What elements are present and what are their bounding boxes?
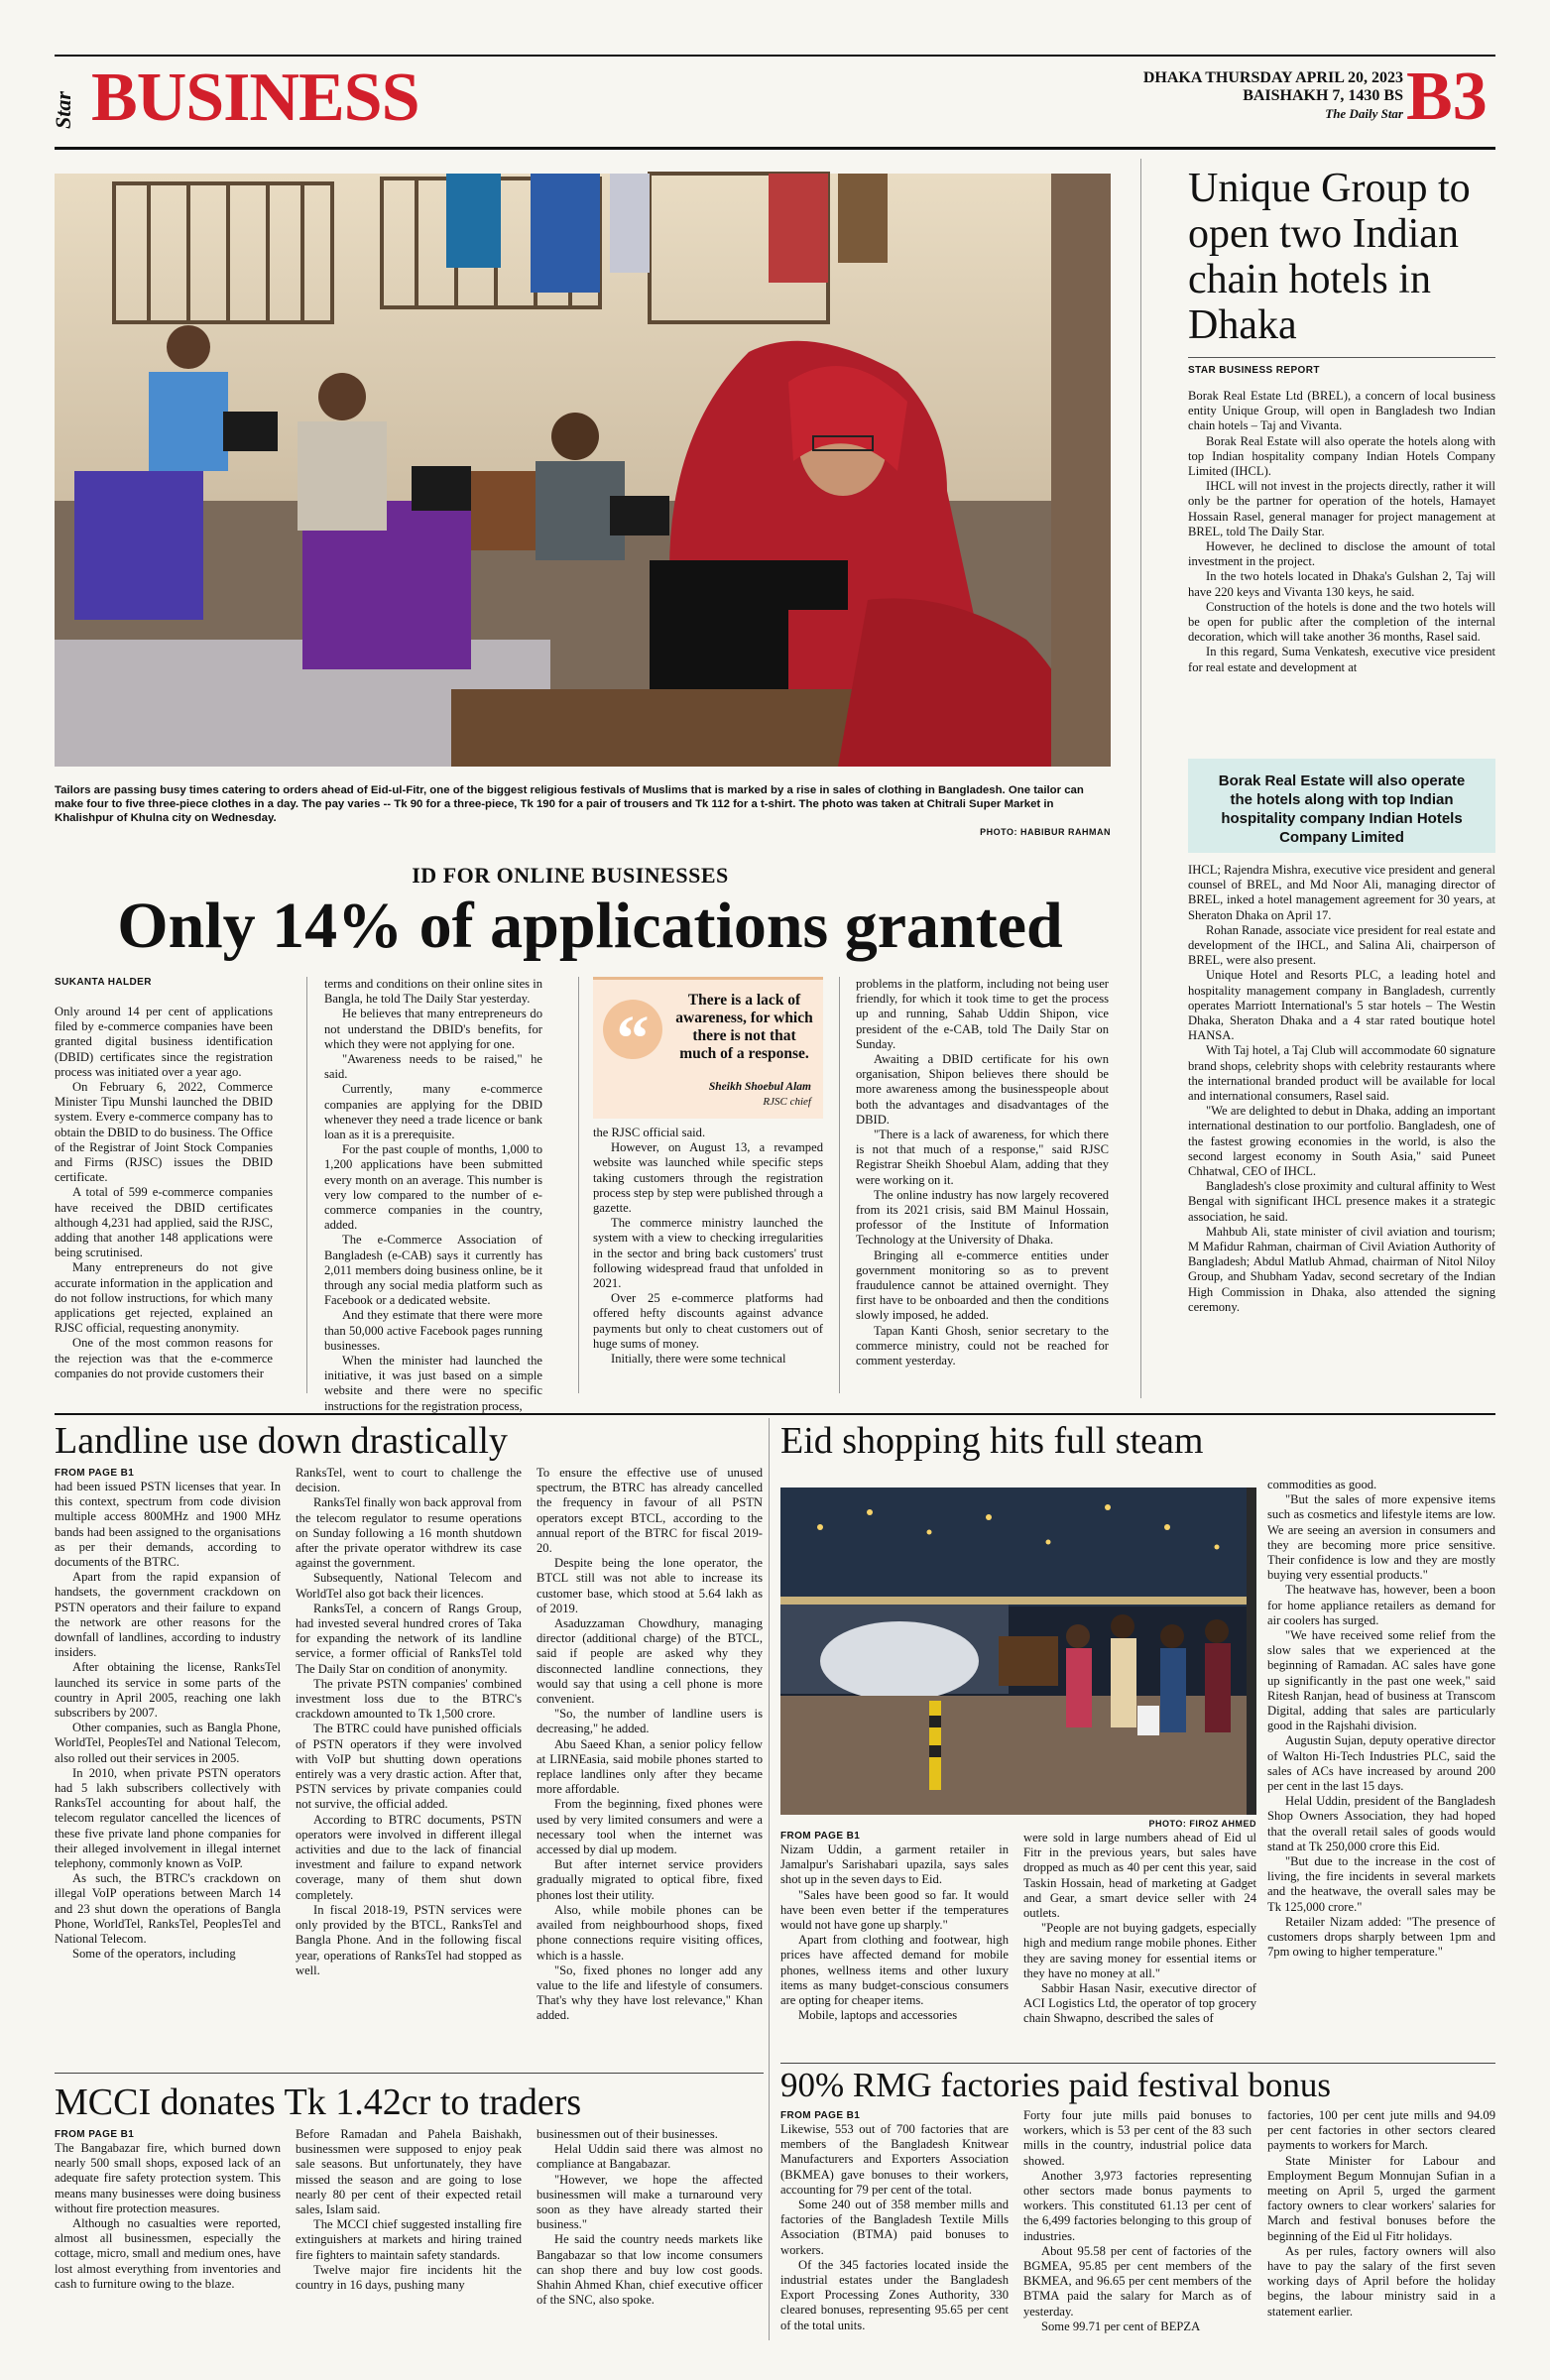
paragraph: "Sales have been good so far. It would have been even better if the temperatures would not have gone up sharply." — [780, 1887, 1009, 1933]
paragraph: To ensure the effective use of unused spectrum, the BTRC has already cancelled the frequency in favour of all PSTN operators except BTCL, according to the annual report of the BTRC for fiscal 2019-20. — [537, 1466, 763, 1556]
paragraph: Tapan Kanti Ghosh, senior secretary to the commerce ministry, could not be reached for comment yesterday. — [856, 1323, 1109, 1368]
column-divider — [306, 977, 307, 1393]
rmg-col1 — [780, 2122, 1009, 2332]
unique-group-pullquote-box — [1188, 759, 1495, 853]
top-rule — [55, 55, 1495, 57]
paragraph: commodities as good. — [1267, 1478, 1377, 1491]
paragraph: Retailer Nizam added: "The presence of customers drops sharply between 1pm and 7pm owing to higher temperature." — [1267, 1914, 1495, 1960]
paragraph: However, on August 13, a revamped website was launched while specific steps taking customers through the registration process step by step were published through a gazette. — [593, 1140, 823, 1216]
paragraph: Initially, there were some technical — [611, 1352, 786, 1367]
bangla-date-line: BAISHAKH 7, 1430 BS — [1243, 87, 1403, 104]
paragraph: In this regard, Suma Venkatesh, executive vice president for real estate and development at — [1188, 645, 1495, 674]
paragraph: The MCCI chief suggested installing fire extinguishers at markets and hiring trained fire fighters to maintain safety standards. — [296, 2217, 522, 2262]
paragraph: "So, the number of landline users is decreasing," he added. — [537, 1707, 763, 1736]
paragraph: Bringing all e-commerce entities under government monitoring so as to prevent fraudulence cannot be attained overnight. They first have to be onboarded and then the conditions slowly imposed, he added. — [856, 1248, 1109, 1323]
column-divider — [769, 1418, 770, 2340]
paragraph: Abu Saeed Khan, a senior policy fellow at LIRNEasia, said mobile phones started to replace landlines only after they became more affordable. — [537, 1736, 763, 1797]
paragraph: RanksTel, went to court to challenge the decision. — [296, 1466, 522, 1495]
paragraph: Some 99.71 per cent of BEPZA — [1041, 2319, 1201, 2333]
quote-text: There is a lack of awareness, for which there is not that much of a response. — [675, 992, 813, 1062]
paragraph: On February 6, 2022, Commerce Minister Tipu Munshi launched the DBID system. Every e-commerce company has to obtain the DBID to do business. The Office of the Registrar of Joint Stock Companies and Firms (RJSC) issues the DBID certificate. — [55, 1080, 273, 1185]
eid-col3 — [1267, 1478, 1495, 2055]
paragraph: Twelve major fire incidents hit the country in 16 days, pushing many — [296, 2262, 522, 2293]
paragraph: Borak Real Estate will also operate the hotels along with top Indian hospitality company Indian Hotels Company Limited (IHCL). — [1188, 433, 1495, 479]
unique-group-body-a — [1188, 389, 1495, 756]
paragraph: The heatwave has, however, been a boon for home appliance retailers as demand for air coolers has surged. — [1267, 1583, 1495, 1627]
paragraph: The private PSTN companies' combined investment loss due to the BTRC's crackdown amounted to Tk 1,500 crore. — [296, 1676, 522, 1722]
paragraph: Although no casualties were reported, almost all businessmen, especially the cottage, micro, small and medium ones, have lost almost everything from inventories and cash to furniture owing to the blaze. — [55, 2216, 281, 2291]
paragraph: RanksTel finally won back approval from the telecom regulator to resume operations on Sunday following a 16 month shutdown after the private operator withdrew its case against the government. — [296, 1495, 523, 1571]
paragraph: And they estimate that there were more than 50,000 active Facebook pages running businesses. — [324, 1308, 542, 1353]
id-online-quote-box — [593, 977, 823, 1119]
paragraph: Mahbub Ali, state minister of civil aviation and tourism; M Mafidur Rahman, chairman of Civil Aviation Authority of Bangladesh; Abdul Matlub Ahmad, chairman of Nitol Niloy Group, and Shubham Yadav, second secretary of the Indian High Commission in Dhaka, also attended the signing ceremony. — [1188, 1224, 1495, 1314]
mcci-headline: MCCI donates Tk 1.42cr to traders — [55, 2082, 582, 2123]
paragraph: IHCL will not invest in the projects directly, rather it will only be the partner for operation of the hotels, Hamayet Hossain Rasel, general manager for project management at BREL, told The Daily Star. — [1188, 479, 1495, 538]
date-block — [1031, 69, 1403, 123]
eid-photo-credit: PHOTO: FIROZ AHMED — [1148, 1819, 1256, 1829]
landline-col1 — [55, 1480, 281, 2055]
paragraph: RanksTel, a concern of Rangs Group, had invested several hundred crores of Taka for expanding the network of its landline service, a former official of RanksTel told The Daily Star on condition of anonymity. — [296, 1601, 522, 1676]
photo-credit: PHOTO: HABIBUR RAHMAN — [980, 827, 1111, 837]
rmg-headline: 90% RMG factories paid festival bonus — [780, 2066, 1332, 2104]
eid-col2 — [1023, 1831, 1256, 2055]
paragraph: Unique Hotel and Resorts PLC, a leading hotel and hospitality management company in Bangladesh, currently operates Marriott International's 5 star hotels – The Westin Dhaka, Sheraton Dhaka and a 4 star rated boutique hotel HANSA. — [1188, 968, 1495, 1043]
paragraph: From the beginning, fixed phones were used by very limited consumers and were a necessary tool when the internet was accessed by dial up modem. — [537, 1797, 763, 1857]
paragraph: Subsequently, National Telecom and WorldTel also got back their licences. — [296, 1571, 522, 1601]
paragraph: factories, 100 per cent jute mills and 94.09 per cent factories in other sectors cleared payments to workers for March. — [1267, 2108, 1495, 2153]
paragraph: Helal Uddin, president of the Bangladesh Shop Owners Association, they had hoped that the overall retail sales of goods would stand at Tk 250,000 crore this Eid. — [1267, 1794, 1495, 1853]
mcci-col1 — [55, 2141, 281, 2329]
paragraph: "There is a lack of awareness, for which there is not that much of a response," said RJSC Registrar Sheikh Shoebul Alam, adding that they were working on it. — [856, 1128, 1109, 1187]
paragraph: Asaduzzaman Chowdhury, managing director (additional charge) of the BTCL, said if people are asked why they disconnected landline connections, they would say that using a cell phone is more convenient. — [537, 1616, 763, 1707]
landline-col3 — [537, 1466, 763, 2055]
paragraph: Over 25 e-commerce platforms had offered hefty discounts against advance payments but only to cheat customers out of huge sums of money. — [593, 1291, 823, 1351]
page-number: B3 — [1406, 59, 1488, 135]
landline-col2 — [296, 1466, 522, 2055]
paragraph: As such, the BTRC's crackdown on illegal VoIP operations between March 14 and 23 shut down the operations of Bangla Phone, WorldTel, RanksTel, PeoplesTel and National Telecom. — [55, 1871, 281, 1947]
unique-group-body-b — [1188, 863, 1495, 1398]
paragraph: terms and conditions on their online sites in Bangla, he told The Daily Star yesterday. — [324, 977, 543, 1007]
paragraph: had been issued PSTN licenses that year. In this context, spectrum from code division multiple access 800MHz and 1900 MHz bands had been assigned to the organisations as per their demands, according to documents of the BTRC. — [55, 1480, 281, 1570]
paragraph: "So, fixed phones no longer add any value to the life and lifestyle of consumers. That's why they have lost relevance," Khan added. — [537, 1963, 763, 2023]
mcci-from: FROM PAGE B1 — [55, 2129, 135, 2140]
paragraph: Currently, many e-commerce companies are applying for the DBID whenever they need a trade licence or bank loan as it is a prerequisite. — [324, 1082, 542, 1142]
quote-speaker-title: RJSC chief — [763, 1096, 811, 1108]
paragraph: IHCL; Rajendra Mishra, executive vice president and general counsel of BREL, and Md Noor Ali, managing director of BREL, inked a hotel management agreement for 30 years, at Sheraton Dhaka on April 17. — [1188, 863, 1495, 922]
paragraph: were sold in large numbers ahead of Eid ul Fitr in the previous years, but sales have dropped as much as 40 per cent this year, said Taskin Hossain, head of marketing at Gadget and Gear, a smart device seller with 24 outlets. — [1023, 1831, 1256, 1921]
paragraph: Before Ramadan and Pahela Baishakh, businessmen were supposed to enjoy peak sale seasons. But unfortunately, they have missed the season and are going to lose nearly 80 per cent of their expected retail sales, Islam said. — [296, 2127, 522, 2217]
paragraph: Mobile, laptops and accessories — [798, 2008, 958, 2023]
mcci-col3 — [537, 2127, 763, 2329]
paragraph: Of the 345 factories located inside the industrial estates under the Bangladesh Export Processing Zones Authority, 330 cleared bonuses, representing 95.65 per cent of the total units. — [780, 2257, 1009, 2332]
paragraph: He said the country needs markets like Bangabazar so that low income consumers can shop there and buy low cost goods. Shahin Ahmed Khan, chief executive officer of the SNC, also spoke. — [537, 2232, 763, 2308]
paragraph: In 2010, when private PSTN operators had 5 lakh subscribers collectively with RanksTel accounting for about half, the telecom regulator cancelled the licences of these five private land phone companies for their alleged involvement in illegal internet telephony, commonly known as VoIP. — [55, 1765, 281, 1871]
id-online-col1 — [55, 1005, 273, 1391]
paragraph: "We have received some relief from the slow sales that we experienced at the beginning of Ramadan. AC sales have gone up significantly in the past one week," said Ritesh Ranjan, head of business at Transcom Digital, adding that sales are particularly good in the Rajshahi division. — [1267, 1628, 1495, 1733]
tailors-photo — [55, 174, 1111, 767]
paragraph: The commerce ministry launched the system with a view to checking irregularities in the sector and bring back customers' trust following widespread fraud that unfolded in 2021. — [593, 1216, 823, 1291]
paragraph: Awaiting a DBID certificate for his own organisation, Shipon believes there should be more awareness among the businesspeople about both the advantages and disadvantages of the DBID. — [856, 1052, 1109, 1127]
mcci-col2 — [296, 2127, 522, 2329]
paragraph: Likewise, 553 out of 700 factories that are members of the Bangladesh Knitwear Manufacturers and Exporters Association (BKMEA) gave bonuses to their workers, accounting for 79 per cent of the total. — [780, 2122, 1009, 2197]
paragraph: Rohan Ranade, associate vice president for real estate and development of the IHCL, and Salina Ali, chairperson of BREL, were also present. — [1188, 922, 1495, 968]
id-online-headline: Only 14% of applications granted — [117, 890, 1063, 962]
unique-group-pullquote: Borak Real Estate will also operate the hotels along with top Indian hospitality company Indian Hotels Company Limited — [1218, 773, 1466, 846]
paragraph: businessmen out of their businesses. — [537, 2127, 718, 2141]
date-line: DHAKA THURSDAY APRIL 20, 2023 — [1142, 69, 1403, 86]
landline-headline: Landline use down drastically — [55, 1420, 508, 1462]
eid-headline: Eid shopping hits full steam — [780, 1420, 1204, 1462]
paragraph: Helal Uddin said there was almost no compliance at Bangabazar. — [537, 2142, 763, 2172]
id-online-col2 — [324, 977, 543, 1413]
quote-speaker: Sheikh Shoebul Alam — [708, 1081, 811, 1093]
paragraph: The BTRC could have punished officials of PSTN operators if they were involved with VoIP but shutting down operations entirely was a very drastic action. After that, PSTN services by private companies could not survive, the official added. — [296, 1722, 522, 1812]
paragraph: Some 240 out of 358 member mills and factories of the Bangladesh Textile Mills Association (BTMA) paid bonuses to workers. — [780, 2198, 1009, 2257]
quote-mark-icon: “ — [603, 1000, 662, 1059]
paragraph: Construction of the hotels is done and the two hotels will be open for public after the completion of the internal decoration, which will take another 36 months, Rasel said. — [1188, 599, 1495, 645]
mcci-rule — [55, 2073, 764, 2074]
column-divider — [578, 977, 579, 1393]
paragraph: Despite being the lone operator, the BTCL still was not able to increase its customer base, which stood at 5.64 lakh as of 2019. — [537, 1556, 763, 1615]
unique-rule — [1188, 357, 1495, 358]
paragraph: "People are not buying gadgets, especially high and medium range mobile phones. Either they are saving money for essential items or they have no money at all." — [1023, 1921, 1256, 1980]
paragraph: Many entrepreneurs do not give accurate information in the application and do not follow instructions, for which many applications get rejected, explained an RJSC official, requesting anonymity. — [55, 1260, 273, 1336]
column-divider — [1140, 159, 1141, 1398]
paragraph: problems in the platform, including not being user friendly, for which it took time to get the process up and running, Sahab Uddin Shipon, vice president of the e-CAB, told The Daily Star on Sunday. — [856, 977, 1109, 1051]
paragraph: After obtaining the license, RanksTel launched its service in some parts of the country in April 2005, reaching one lakh subscribers by 2007. — [55, 1660, 281, 1721]
paragraph: Some of the operators, including — [72, 1947, 236, 1962]
paragraph: Augustin Sujan, deputy operative director of Walton Hi-Tech Industries PLC, said the sales of ACs have increased by around 200 per cent in the last 15 days. — [1267, 1733, 1495, 1794]
id-online-kicker: ID FOR ONLINE BUSINESSES — [412, 863, 729, 888]
paragraph: Another 3,973 factories representing other sectors made bonus payments to workers. This constituted 61.13 per cent of the 6,499 factories belonging to this group of industries. — [1023, 2168, 1252, 2243]
eid-col1 — [780, 1843, 1009, 2055]
column-divider — [839, 977, 840, 1393]
paragraph: "However, we hope the affected businessmen will make a turnaround very soon as they have already started their business." — [537, 2172, 763, 2232]
star-logo: Star — [51, 91, 75, 129]
paragraph: When the minister had launched the initiative, it was just based on a simple website and there were no specific instructions for the registration process, — [324, 1354, 542, 1413]
paragraph: About 95.58 per cent of factories of the BGMEA, 95.85 per cent members of the BKMEA, and 96.65 per cent members of the BTMA paid the salary for March as of yesterday. — [1023, 2243, 1252, 2319]
paragraph: Only around 14 per cent of applications filed by e-commerce companies have been granted digital business identification (DBID) certificates since the registration process was initiated over a year ago. — [55, 1005, 273, 1079]
masthead-rule — [55, 147, 1495, 150]
eid-from: FROM PAGE B1 — [780, 1831, 861, 1842]
paragraph: But after internet service providers gradually migrated to optical fibre, fixed phones lost their utility. — [537, 1857, 763, 1902]
eid-photo — [780, 1488, 1256, 1815]
photo-caption: Tailors are passing busy times catering to orders ahead of Eid-ul-Fitr, one of the biggest religious festivals of Muslims that is marked by a rise in sales of clothing in Bangladesh. One tailor can make four to five three-piece clothes in a day. The pay varies -- Tk 90 for a three-piece, Tk 190 for a pair of trousers and Tk 112 for a t-shirt. The photo was taken at Chitrali Super Market in Khalishpur of Khulna city on Wednesday. — [55, 784, 1084, 824]
paragraph: Apart from the rapid expansion of handsets, the government crackdown on PSTN operators and their failure to expand the network are other reasons for the downfall of landlines, according to industry insiders. — [55, 1570, 281, 1660]
paragraph: In the two hotels located in Dhaka's Gulshan 2, Taj will have 220 keys and Vivanta 130 keys, he said. — [1188, 569, 1495, 599]
unique-group-byline: STAR BUSINESS REPORT — [1188, 365, 1320, 376]
paragraph: "But due to the increase in the cost of living, the fire incidents in several markets and the heatwave, the overall sales may be Tk 125,000 crore." — [1267, 1854, 1495, 1914]
paragraph: Nizam Uddin, a garment retailer in Jamalpur's Sarishabari upazila, says sales shot up in the seven days to Eid. — [780, 1843, 1009, 1887]
paragraph: Bangladesh's close proximity and cultural affinity to West Bengal with significant IHCL presence makes it a strategic association, he said. — [1188, 1179, 1495, 1224]
rmg-col2 — [1023, 2108, 1252, 2333]
rmg-col3 — [1267, 2108, 1495, 2329]
tailors-photo-illustration — [55, 174, 1111, 767]
paragraph: Apart from clothing and footwear, high prices have affected demand for mobile phones, wellness items and other luxury items as many budget-conscious consumers are opting for cheaper items. — [780, 1933, 1009, 2008]
paragraph: "But the sales of more expensive items such as cosmetics and lifestyle items are low. We are seeing an aversion in consumers and they are becoming more price sensitive. Their confidence is low and they are mostly buying very essential products." — [1267, 1492, 1495, 1583]
rmg-rule — [780, 2063, 1495, 2064]
rmg-from: FROM PAGE B1 — [780, 2110, 861, 2121]
id-online-byline: SUKANTA HALDER — [55, 977, 152, 988]
section-rule — [55, 1413, 1495, 1415]
paragraph: According to BTRC documents, PSTN operators were involved in different illegal activities and due to the lack of financial investment and failure to expand network coverage, many of them shut down completely. — [296, 1812, 522, 1902]
section-title: BUSINESS — [91, 60, 419, 136]
eid-photo-illustration — [780, 1488, 1256, 1815]
paragraph: One of the most common reasons for the rejection was that the e-commerce companies do not provide customers their — [55, 1336, 273, 1380]
paragraph: Sabbir Hasan Nasir, executive director of ACI Logistics Ltd, the operator of top grocery chain Shwapno, described the sales of — [1023, 1981, 1256, 2026]
paragraph: "We are delighted to debut in Dhaka, adding an important international destination to our portfolio. Bangladesh, one of the fastest growing economies in the world, is also the second largest economy in South Asia," said Puneet Chhatwal, CEO of IHCL. — [1188, 1104, 1495, 1179]
paragraph: Forty four jute mills paid bonuses to workers, which is 53 per cent of the 83 such mills in the country, industrial police data showed. — [1023, 2108, 1252, 2168]
id-online-col4 — [856, 977, 1109, 1393]
paragraph: the RJSC official said. — [593, 1126, 706, 1139]
paragraph: The online industry has now largely recovered from its 2021 crisis, said BM Mainul Hossain, professor of the Institute of Information Technology at the University of Dhaka. — [856, 1187, 1109, 1248]
id-online-col3 — [593, 1126, 823, 1393]
paragraph: Borak Real Estate Ltd (BREL), a concern of local business entity Unique Group, will open in Bangladesh two Indian chain hotels – Taj and Vivanta. — [1188, 389, 1495, 433]
paragraph: The e-Commerce Association of Bangladesh (e-CAB) says it currently has 2,011 members doing business online, be it through any social media platform such as Facebook or a dedicated website. — [324, 1233, 542, 1308]
paragraph: However, he declined to disclose the amount of total investment in the project. — [1188, 539, 1495, 569]
paragraph: A total of 599 e-commerce companies have received the DBID certificates although 4,231 had applied, said the RJSC, adding that another 148 applications were being scrutinised. — [55, 1185, 273, 1260]
paragraph: In fiscal 2018-19, PSTN services were only provided by the BTCL, RanksTel and Bangla Phone. And in the following fiscal year, operations of RanksTel had stopped as well. — [296, 1902, 522, 1977]
paragraph: The Bangabazar fire, which burned down nearly 500 small shops, exposed lack of an adequate fire safety protection system. This means many businesses were doing business without fire protection measures. — [55, 2141, 281, 2215]
paragraph: With Taj hotel, a Taj Club will accommodate 60 signature brand shops, celebrity shops with celebrity restaurants where the international branded product will be available for local and international consumers, Rasel said. — [1188, 1043, 1495, 1104]
paragraph: "Awareness needs to be raised," he said. — [324, 1052, 542, 1082]
paragraph: For the past couple of months, 1,000 to 1,200 applications have been submitted every month on an average. This number is very low compared to the number of e-commerce companies in the country, added. — [324, 1142, 542, 1233]
paragraph: As per rules, factory owners will also have to pay the salary of the first seven working days of April before the holiday begins, the labour ministry said in a statement earlier. — [1267, 2243, 1495, 2319]
unique-group-headline: Unique Group to open two Indian chain hotels in Dhaka — [1188, 166, 1471, 348]
paragraph: State Minister for Labour and Employment Begum Monnujan Sufian in a meeting on April 5, urged the garment factory owners to clear workers' salaries for March and festival bonuses before the beginning of the Eid ul Fitr holidays. — [1267, 2153, 1495, 2243]
paper-name: The Daily Star — [1325, 106, 1403, 121]
paragraph: Also, while mobile phones can be availed from neighbourhood shops, fixed phone connections require visiting offices, which is a hassle. — [537, 1902, 763, 1963]
landline-from: FROM PAGE B1 — [55, 1468, 135, 1479]
paragraph: Other companies, such as Bangla Phone, WorldTel, PeoplesTel and National Telecom, also rolled out their services in 2005. — [55, 1721, 281, 1765]
paragraph: He believes that many entrepreneurs do not understand the DBID's benefits, for which they were not applying for one. — [324, 1007, 542, 1051]
